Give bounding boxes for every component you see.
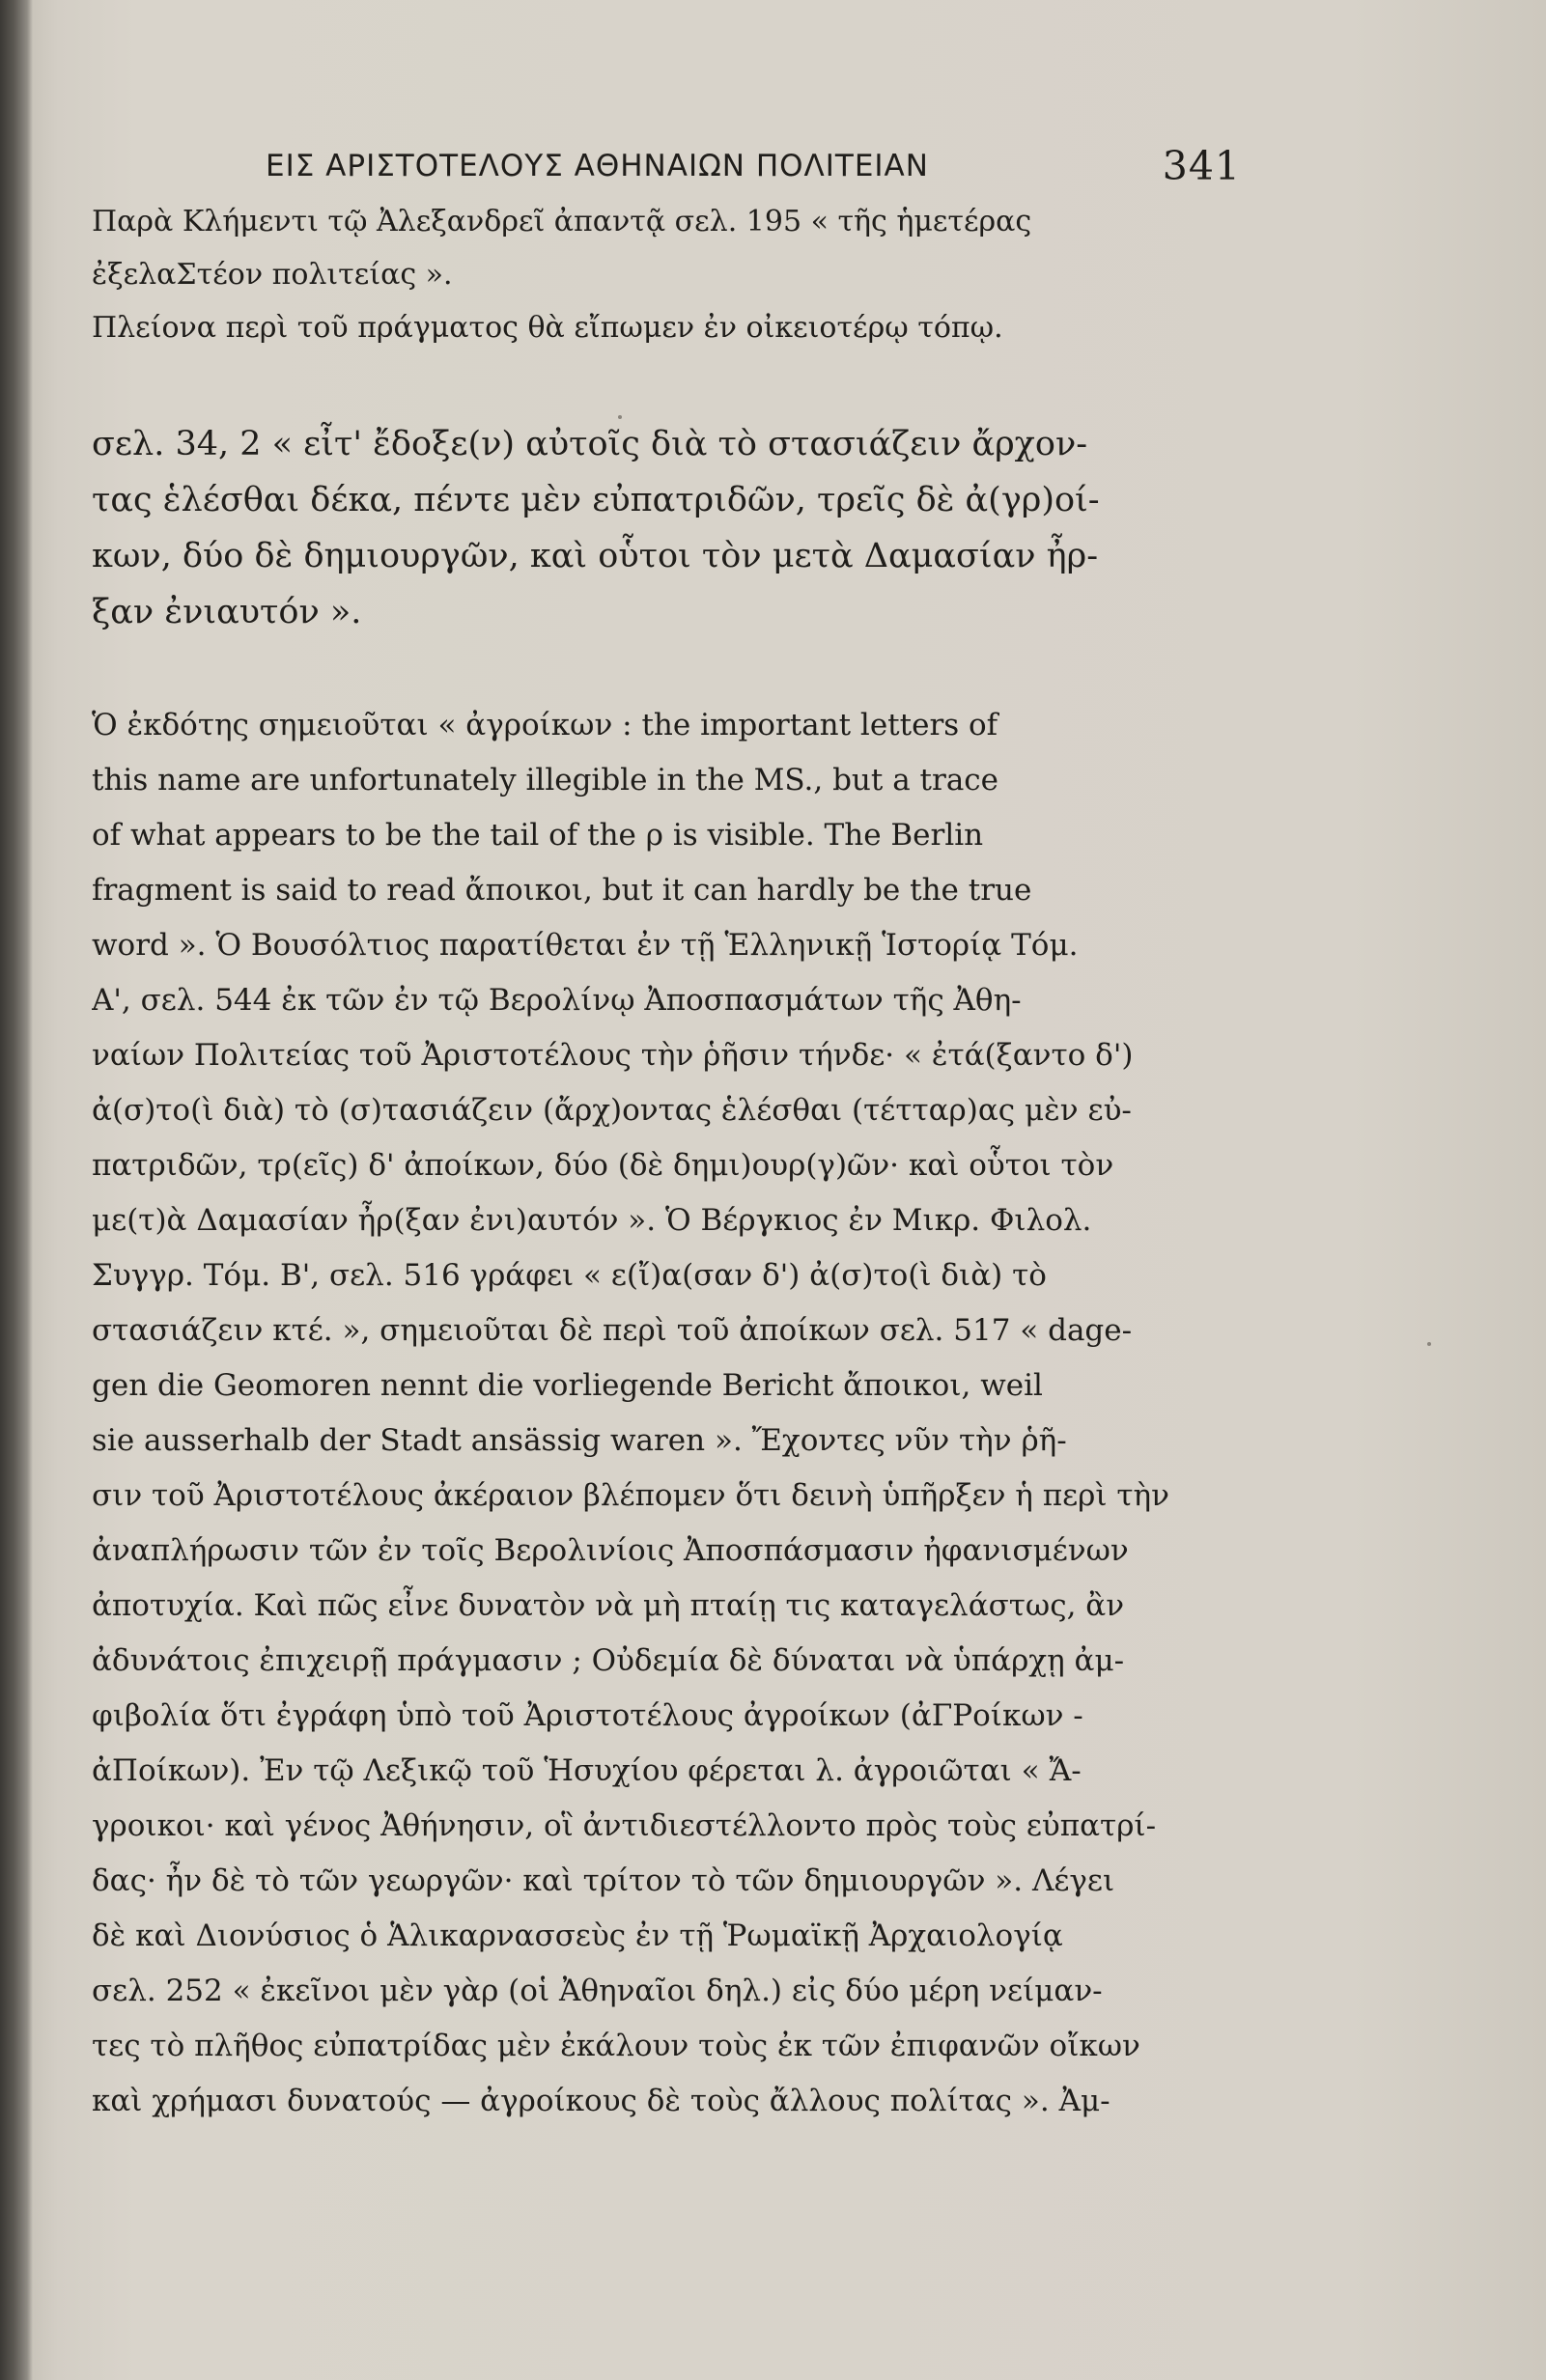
text-line: πατριδῶν, τρ(εῖς) δ' ἀποίκων, δύο (δὲ δημι)ουρ(γ)ῶν· καὶ οὗτοι τὸν <box>92 1148 1114 1183</box>
text-line: σελ. 252 « ἐκεῖνοι μὲν γὰρ (οἱ Ἀθηναῖοι δηλ.) εἰς δύο μέρη νείμαν- <box>92 1974 1103 2008</box>
text-line: τες τὸ πλῆθος εὐπατρίδας μὲν ἐκάλουν τοὺς ἐκ τῶν ἐπιφανῶν οἴκων <box>92 2029 1140 2063</box>
text-line: ἀ(σ)το(ὶ διὰ) τὸ (σ)τασιάζειν (ἄρχ)οντας ἑλέσθαι (τέτταρ)ας μὲν εὐ- <box>92 1093 1132 1128</box>
paper-speck <box>1427 1342 1431 1346</box>
text-line: με(τ)ὰ Δαμασίαν ἦρ(ξαν ἐνι)αυτόν ». Ὁ Βέργκιος ἐν Μικρ. Φιλολ. <box>92 1203 1092 1238</box>
text-line: ἀΠοίκων). Ἐν τῷ Λεξικῷ τοῦ Ἡσυχίου φέρεται λ. ἀγροιῶται « Ἄ- <box>92 1753 1082 1788</box>
text-line: Πλείονα περὶ τοῦ πράγματος θὰ εἴπωμεν ἐν οἰκειοτέρῳ τόπῳ. <box>92 311 1003 345</box>
text-line: φιβολία ὅτι ἐγράφη ὑπὸ τοῦ Ἀριστοτέλους ἀγροίκων (ἀΓΡοίκων - <box>92 1698 1083 1733</box>
text-line: fragment is said to read ἄποικοι, but it can hardly be the true <box>92 873 1032 908</box>
text-line: Α', σελ. 544 ἐκ τῶν ἐν τῷ Βερολίνῳ Ἀποσπασμάτων τῆς Ἀθη- <box>92 983 1022 1018</box>
text-line: this name are unfortunately illegible in the MS., but a trace <box>92 763 999 798</box>
text-line: δας· ἦν δὲ τὸ τῶν γεωργῶν· καὶ τρίτον τὸ τῶν δημιουργῶν ». Λέγει <box>92 1863 1115 1898</box>
text-line: τας ἑλέσθαι δέκα, πέντε μὲν εὐπατριδῶν, τρεῖς δὲ ἀ(γρ)οί- <box>92 481 1100 519</box>
text-line: Συγγρ. Τόμ. Β', σελ. 516 γράφει « ε(ἴ)α(σαν δ') ἀ(σ)το(ὶ διὰ) τὸ <box>92 1258 1047 1293</box>
text-line: gen die Geomoren nennt die vorliegende Bericht ἄποικοι, weil <box>92 1368 1043 1403</box>
text-line: ἀποτυχία. Καὶ πῶς εἶνε δυνατὸν νὰ μὴ πταίῃ τις καταγελάστως, ἂν <box>92 1588 1125 1623</box>
book-binding-shadow <box>0 0 33 2380</box>
page-number: 341 <box>1162 143 1241 189</box>
page-content <box>92 135 1241 2129</box>
text-line: word ». Ὁ Βουσόλτιος παρατίθεται ἐν τῇ Ἑλληνικῇ Ἱστορίᾳ Τόμ. <box>92 928 1079 963</box>
text-line: sie ausserhalb der Stadt ansässig waren ». Ἔχοντες νῦν τὴν ῥῆ- <box>92 1423 1067 1458</box>
text-line: γροικοι· καὶ γένος Ἀθήνησιν, οἳ ἀντιδιεστέλλοντο πρὸς τοὺς εὐπατρί- <box>92 1808 1157 1843</box>
text-line: ἐξελαΣτέον πολιτείας ». <box>92 258 453 292</box>
text-line: καὶ χρήμασι δυνατούς — ἀγροίκους δὲ τοὺς ἄλλους πολίτας ». Ἀμ- <box>92 2084 1110 2118</box>
text-line: Παρὰ Κλήμεντι τῷ Ἀλεξανδρεῖ ἀπαντᾷ σελ. 195 « τῆς ἡμετέρας <box>92 205 1032 238</box>
text-line: ξαν ἐνιαυτόν ». <box>92 593 362 631</box>
paragraph-quote <box>92 416 1231 640</box>
paragraph-note <box>92 301 1231 354</box>
text-line: στασιάζειν κτέ. », σημειοῦται δὲ περὶ τοῦ ἀποίκων σελ. 517 « dage- <box>92 1313 1133 1348</box>
text-line: κων, δύο δὲ δημιουργῶν, καὶ οὗτοι τὸν μετὰ Δαμασίαν ἦρ- <box>92 537 1099 575</box>
paragraph-commentary <box>92 698 1231 2129</box>
text-line: ναίων Πολιτείας τοῦ Ἀριστοτέλους τὴν ῥῆσιν τήνδε· « ἐτά(ξαντο δ') <box>92 1038 1134 1073</box>
text-line: Ὁ ἐκδότης σημειοῦται « ἀγροίκων : the important letters of <box>92 708 998 742</box>
text-line: ἀδυνάτοις ἐπιχειρῇ πράγμασιν ; Οὐδεμία δὲ δύναται νὰ ὑπάρχῃ ἀμ- <box>92 1643 1125 1678</box>
running-head: ΕΙΣ ΑΡΙΣΤΟΤΕΛΟΥΣ ΑΘΗΝΑΙΩΝ ΠΟΛΙΤΕΙΑΝ <box>266 149 929 183</box>
text-line: σιν τοῦ Ἀριστοτέλους ἀκέραιον βλέπομεν ὅτι δεινὴ ὑπῆρξεν ἡ περὶ τὴν <box>92 1478 1169 1513</box>
paragraph-clement <box>92 195 1231 301</box>
text-line: σελ. 34, 2 « εἶτ' ἔδοξε(ν) αὐτοῖς διὰ τὸ στασιάζειν ἄρχον- <box>92 425 1088 463</box>
text-line: δὲ καὶ Διονύσιος ὁ Ἁλικαρνασσεὺς ἐν τῇ Ῥωμαϊκῇ Ἀρχαιολογίᾳ <box>92 1918 1063 1953</box>
text-line: of what appears to be the tail of the ρ is visible. The Berlin <box>92 818 984 853</box>
text-line: ἀναπλήρωσιν τῶν ἐν τοῖς Βερολινίοις Ἀποσπάσμασιν ἠφανισμένων <box>92 1533 1129 1568</box>
page-header <box>92 135 1241 195</box>
